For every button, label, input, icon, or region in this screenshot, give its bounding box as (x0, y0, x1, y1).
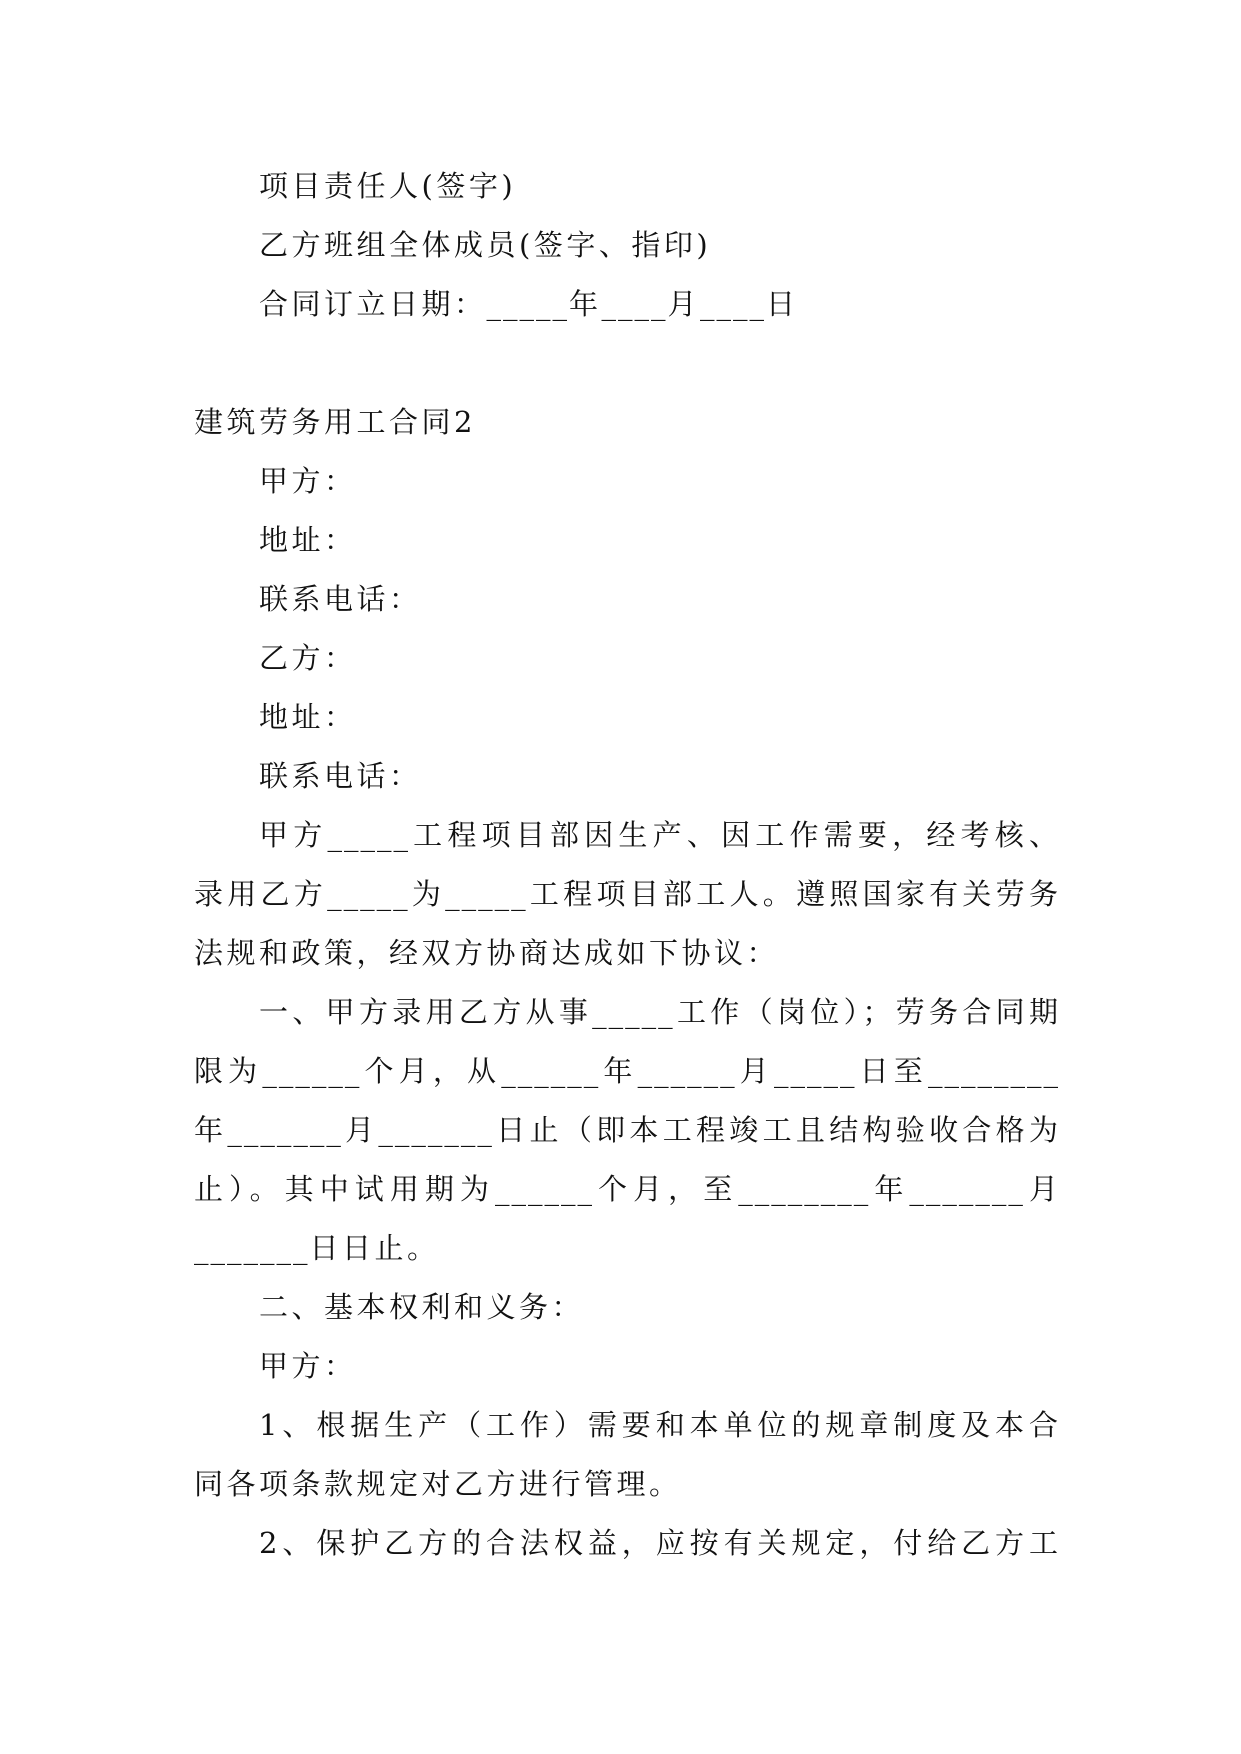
document-body (194, 157, 1060, 1573)
fill-in-blank: _____ (592, 995, 675, 1029)
fill-in-blank: _______ (227, 1113, 343, 1147)
blank-line (194, 334, 1060, 393)
party-a-address-label: 地址： (259, 523, 357, 557)
signing-date-line: 合同订立日期：_____年____月____日 (259, 287, 799, 321)
fill-in-blank: _____ (327, 818, 410, 852)
paragraph-line: 限为______个月，从______年______月_____日至________ (194, 1054, 1060, 1088)
fill-in-blank: ________ (738, 1172, 871, 1206)
preamble-paragraph (194, 806, 1060, 983)
fill-in-blank: ______ (501, 1054, 601, 1088)
paragraph-line: 录用乙方_____为_____工程项目部工人。遵照国家有关劳务 (194, 877, 1060, 911)
clause-2-heading: 二、基本权利和义务： (259, 1290, 585, 1324)
fill-in-blank: ____ (700, 287, 767, 321)
party-a-phone-label: 联系电话： (259, 582, 422, 616)
party-b-label: 乙方： (259, 641, 357, 675)
paragraph-line: 一、甲方录用乙方从事_____工作（岗位）；劳务合同期 (259, 995, 1060, 1029)
clause-2-party-a-label: 甲方： (259, 1349, 357, 1383)
fill-in-blank: ____ (601, 287, 668, 321)
party-a-duty-2-paragraph (194, 1514, 1060, 1573)
contract-title: 建筑劳务用工合同2 (194, 405, 476, 439)
fill-in-blank: ______ (262, 1054, 362, 1088)
paragraph-line: _______日日止。 (194, 1231, 440, 1265)
paragraph-line: 甲方_____工程项目部因生产、因工作需要，经考核、 (259, 818, 1060, 852)
paragraph-line: 1、根据生产（工作）需要和本单位的规章制度及本合 (259, 1408, 1060, 1442)
party-a-label: 甲方： (259, 464, 357, 498)
party-b-phone-label: 联系电话： (259, 759, 422, 793)
fill-in-blank: _______ (909, 1172, 1025, 1206)
fill-in-blank: _______ (194, 1231, 310, 1265)
clause-1-paragraph (194, 983, 1060, 1278)
project-leader-signature-line: 项目责任人(签字) (259, 169, 517, 203)
fill-in-blank: _____ (445, 877, 528, 911)
paragraph-line: 法规和政策，经双方协商达成如下协议： (194, 936, 780, 970)
team-members-signature-line: 乙方班组全体成员(签字、指印) (259, 228, 712, 262)
paragraph-line: 2、保护乙方的合法权益，应按有关规定，付给乙方工 (259, 1526, 1060, 1560)
fill-in-blank: _______ (378, 1113, 494, 1147)
paragraph-line: 年_______月_______日止（即本工程竣工且结构验收合格为 (194, 1113, 1060, 1147)
fill-in-blank: ______ (495, 1172, 594, 1206)
fill-in-blank: _____ (327, 877, 410, 911)
fill-in-blank: ______ (637, 1054, 737, 1088)
party-a-duty-1-paragraph (194, 1396, 1060, 1514)
fill-in-blank: _____ (486, 287, 570, 321)
paragraph-line: 同各项条款规定对乙方进行管理。 (194, 1467, 682, 1501)
fill-in-blank: _____ (773, 1054, 857, 1088)
party-b-address-label: 地址： (259, 700, 357, 734)
paragraph-line: 止）。其中试用期为______个月，至________年_______月 (194, 1172, 1060, 1206)
fill-in-blank: ________ (927, 1054, 1060, 1088)
